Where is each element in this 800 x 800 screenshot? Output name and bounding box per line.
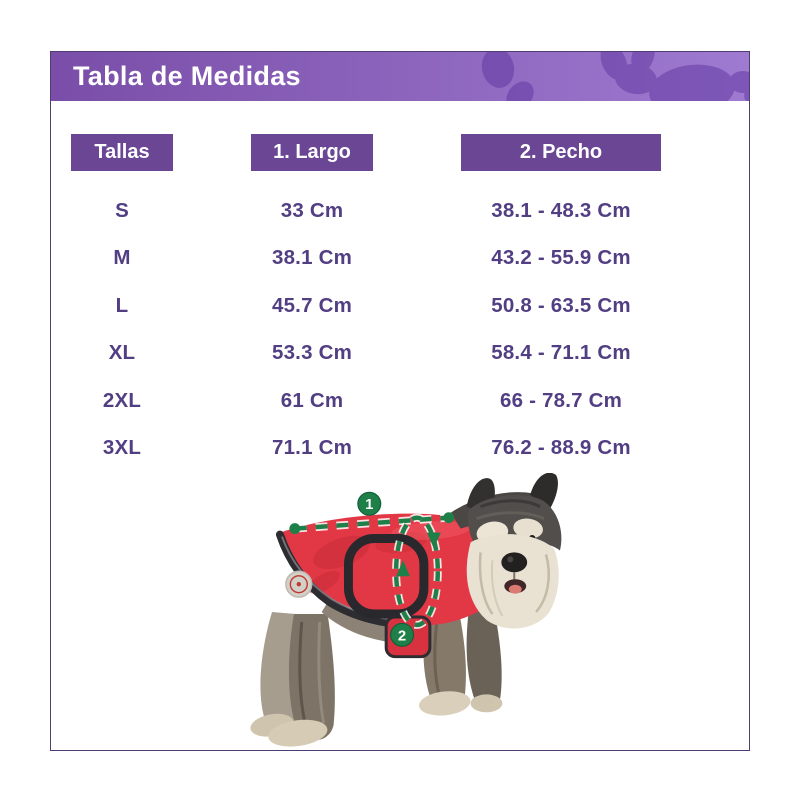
chest-value: 43.2 - 55.9 Cm bbox=[491, 246, 631, 270]
size-chart-card bbox=[50, 51, 750, 751]
column-header-pecho: 2. Pecho bbox=[461, 134, 661, 171]
size-table-body bbox=[51, 187, 749, 472]
chest-value: 76.2 - 88.9 Cm bbox=[491, 436, 631, 460]
size-label: S bbox=[115, 198, 129, 222]
size-label: XL bbox=[108, 341, 136, 365]
table-row bbox=[51, 377, 749, 425]
table-row bbox=[51, 235, 749, 283]
table-row bbox=[51, 282, 749, 330]
size-label: 3XL bbox=[102, 436, 142, 460]
page-title: Tabla de Medidas bbox=[73, 61, 301, 91]
header-bar bbox=[51, 52, 749, 101]
length-value: 45.7 Cm bbox=[271, 293, 353, 317]
dog-nose bbox=[501, 552, 527, 572]
table-row bbox=[51, 425, 749, 473]
size-label: M bbox=[113, 246, 131, 270]
svg-text:1: 1 bbox=[365, 497, 374, 514]
table-row bbox=[51, 187, 749, 235]
chest-value: 50.8 - 63.5 Cm bbox=[491, 293, 631, 317]
chest-value: 38.1 - 48.3 Cm bbox=[491, 198, 631, 222]
length-value: 33 Cm bbox=[280, 198, 344, 222]
length-value: 53.3 Cm bbox=[271, 341, 353, 365]
measure-badge-1 bbox=[358, 492, 381, 515]
svg-text:2: 2 bbox=[397, 628, 407, 645]
column-header-tallas: Tallas bbox=[71, 134, 173, 171]
size-label: L bbox=[115, 293, 129, 317]
size-label: 2XL bbox=[102, 388, 142, 412]
table-row bbox=[51, 330, 749, 378]
coat-logo-patch bbox=[286, 571, 312, 597]
chest-value: 58.4 - 71.1 Cm bbox=[491, 341, 631, 365]
length-value: 61 Cm bbox=[280, 388, 344, 412]
dog-tongue bbox=[509, 585, 522, 594]
dog-rear-legs bbox=[249, 612, 335, 750]
column-header-largo: 1. Largo bbox=[251, 134, 373, 171]
measure-badge-2 bbox=[391, 623, 414, 646]
dog-measurement-diagram bbox=[231, 473, 591, 751]
chest-value: 66 - 78.7 Cm bbox=[499, 388, 623, 412]
length-value: 71.1 Cm bbox=[271, 436, 353, 460]
length-value: 38.1 Cm bbox=[271, 246, 353, 270]
